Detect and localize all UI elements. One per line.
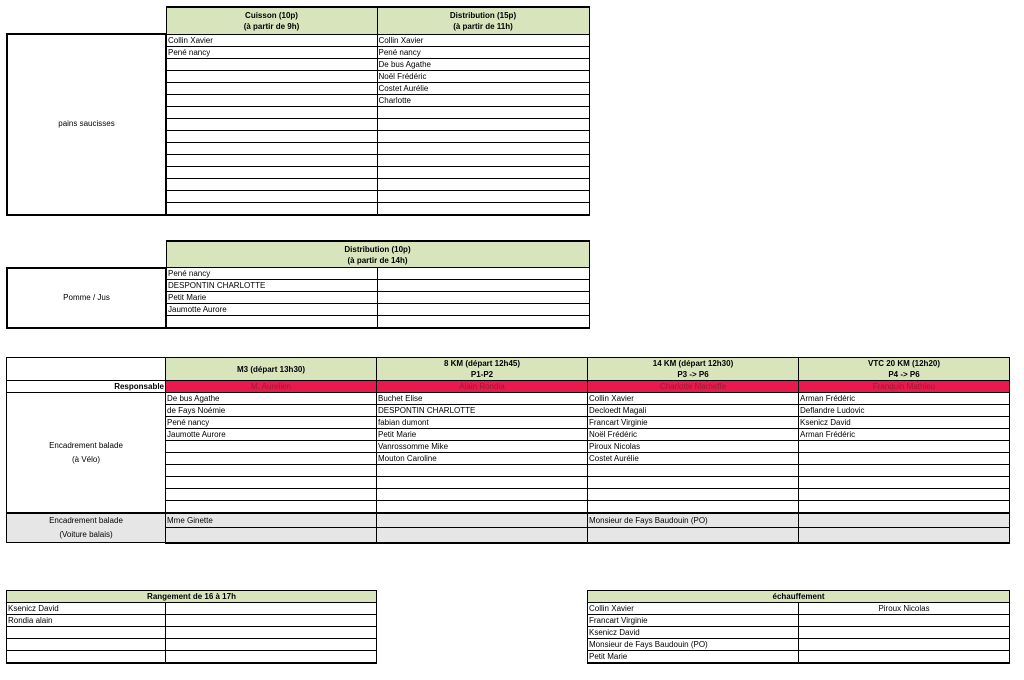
table-row (7, 639, 377, 651)
rangement-cell: Ksenicz David (7, 603, 166, 615)
voiture-cell: Mme Ginette (166, 513, 377, 528)
cuisson-cell (166, 118, 377, 130)
header-m3 (166, 358, 377, 381)
responsable-label: Responsable (7, 381, 166, 393)
responsable-m3: M. Aurelien (166, 381, 377, 393)
rangement-cell (166, 651, 377, 664)
table-row (7, 34, 589, 46)
pomme-label: Pomme / Jus (7, 268, 166, 329)
cuisson-header-line1: Cuisson (10p) (245, 10, 298, 20)
distribution-header-line2: (à partir de 11h) (453, 21, 513, 31)
velo-cell: Ksenicz David (799, 417, 1010, 429)
saucisses-table (6, 6, 590, 216)
rangement-title: Rangement de 16 à 17h (7, 591, 377, 603)
velo-cell (799, 441, 1010, 453)
velo-cell (377, 477, 588, 489)
cuisson-cell (166, 190, 377, 202)
velo-cell: Collin Xavier (588, 393, 799, 405)
velo-cell: Noël Frédéric (588, 429, 799, 441)
velo-cell: fabian dumont (377, 417, 588, 429)
distribution-cell (377, 202, 589, 215)
balade-table (6, 357, 1010, 544)
pomme-table (6, 240, 590, 329)
saucisses-label: pains saucisses (7, 34, 166, 215)
cuisson-cell (166, 106, 377, 118)
voiture-cell (377, 513, 588, 528)
table-row (7, 615, 377, 627)
velo-cell (588, 477, 799, 489)
voiture-cell: Monsieur de Fays Baudouin (PO) (588, 513, 799, 528)
distribution-cell: Pené nancy (377, 46, 589, 58)
velo-cell (588, 465, 799, 477)
rangement-cell (7, 627, 166, 639)
cuisson-cell (166, 154, 377, 166)
rangement-cell (7, 651, 166, 664)
pomme-cell: DESPONTIN CHARLOTTE (166, 280, 377, 292)
rangement-cell (166, 603, 377, 615)
echauffement-cell: Petit Marie (588, 651, 799, 664)
distribution-cell (377, 118, 589, 130)
cuisson-cell: Pené nancy (166, 46, 377, 58)
velo-cell: Deflandre Ludovic (799, 405, 1010, 417)
velo-cell (799, 501, 1010, 514)
echauffement-cell: Collin Xavier (588, 603, 799, 615)
echauffement-cell: Francart Virginie (588, 615, 799, 627)
echauffement-cell (799, 615, 1010, 627)
cuisson-cell (166, 94, 377, 106)
pomme-cell (377, 304, 589, 316)
velo-cell (166, 453, 377, 465)
table-row (7, 393, 1010, 405)
distribution-cell: Charlotte (377, 94, 589, 106)
velo-cell: Petit Marie (377, 429, 588, 441)
responsable-vtc: Franquin Mathieu (799, 381, 1010, 393)
voiture-cell (166, 528, 377, 543)
velo-label (7, 393, 166, 514)
voiture-label-line2: (Voiture balais) (59, 530, 113, 539)
echauffement-cell (799, 627, 1010, 639)
velo-cell: Arman Frédéric (799, 393, 1010, 405)
responsable-14km: Charlotte Marneffe (588, 381, 799, 393)
velo-cell (799, 477, 1010, 489)
empty-corner (7, 7, 166, 34)
voiture-label-line1: Encadrement balade (49, 516, 123, 525)
velo-label-line2: (à Vélo) (71, 454, 100, 464)
header-m3-line1: M3 (départ 13h30) (236, 364, 306, 374)
velo-cell: Mouton Caroline (377, 453, 588, 465)
distribution-header (377, 7, 589, 34)
distribution-cell (377, 106, 589, 118)
header-vtc-line1: VTC 20 KM (12h20) (867, 359, 941, 368)
table-row (7, 627, 377, 639)
cuisson-cell (166, 82, 377, 94)
velo-cell: Decloedt Magali (588, 405, 799, 417)
pomme-cell (166, 316, 377, 329)
velo-cell (166, 501, 377, 514)
rangement-table (6, 590, 377, 664)
velo-cell: Pené nancy (166, 417, 377, 429)
velo-cell (166, 489, 377, 501)
velo-cell: De bus Agathe (166, 393, 377, 405)
voiture-cell (588, 528, 799, 543)
cuisson-cell (166, 178, 377, 190)
header-vtc-line2: P4 -> P6 (888, 370, 920, 379)
header-14km-line1: 14 KM (départ 12h30) (652, 359, 734, 368)
pomme-cell (377, 292, 589, 304)
echauffement-title: échauffement (588, 591, 1010, 603)
pomme-cell (377, 316, 589, 329)
velo-cell (166, 477, 377, 489)
responsable-8km: Alain Rondia (377, 381, 588, 393)
header-8km-line1: 8 KM (départ 12h45) (443, 359, 521, 368)
cuisson-cell (166, 130, 377, 142)
header-vtc (799, 358, 1010, 381)
distribution-cell: Noël Frédéric (377, 70, 589, 82)
pomme-header-line1: Distribution (10p) (344, 244, 411, 254)
velo-cell: DESPONTIN CHARLOTTE (377, 405, 588, 417)
velo-cell: Francart Virginie (588, 417, 799, 429)
cuisson-cell (166, 202, 377, 215)
velo-cell: Arman Frédéric (799, 429, 1010, 441)
distribution-cell (377, 130, 589, 142)
distribution-cell: Costet Aurélie (377, 82, 589, 94)
velo-cell (799, 453, 1010, 465)
voiture-label (7, 513, 166, 543)
table-row (7, 651, 377, 664)
distribution-header-line1: Distribution (15p) (449, 10, 517, 20)
table-row (7, 603, 377, 615)
table-row (588, 603, 1010, 615)
cuisson-header-line2: (à partir de 9h) (243, 21, 300, 31)
cuisson-cell (166, 142, 377, 154)
velo-cell (799, 465, 1010, 477)
pomme-cell: Petit Marie (166, 292, 377, 304)
voiture-cell (799, 513, 1010, 528)
velo-cell: Vanrossomme Mike (377, 441, 588, 453)
velo-cell (799, 489, 1010, 501)
header-14km (588, 358, 799, 381)
cuisson-cell (166, 58, 377, 70)
pomme-cell: Pené nancy (166, 268, 377, 280)
pomme-cell (377, 280, 589, 292)
rangement-cell: Rondia alain (7, 615, 166, 627)
rangement-cell (166, 639, 377, 651)
distribution-cell (377, 142, 589, 154)
pomme-header-line2: (à partir de 14h) (347, 255, 408, 265)
velo-cell: Buchet Elise (377, 393, 588, 405)
velo-cell: Piroux Nicolas (588, 441, 799, 453)
velo-cell (377, 465, 588, 477)
voiture-cell (377, 528, 588, 543)
empty-corner (7, 241, 166, 268)
cuisson-header (166, 7, 377, 34)
echauffement-cell: Ksenicz David (588, 627, 799, 639)
table-row (588, 615, 1010, 627)
velo-cell (377, 489, 588, 501)
distribution-cell (377, 190, 589, 202)
cuisson-cell: Collin Xavier (166, 34, 377, 46)
table-row (588, 639, 1010, 651)
header-14km-line2: P3 -> P6 (677, 370, 709, 379)
rangement-cell (7, 639, 166, 651)
velo-cell: Jaumotte Aurore (166, 429, 377, 441)
voiture-cell (799, 528, 1010, 543)
cuisson-cell (166, 70, 377, 82)
distribution-cell (377, 178, 589, 190)
pomme-cell (377, 268, 589, 280)
pomme-distribution-header (166, 241, 589, 268)
table-row (7, 268, 589, 280)
velo-cell (377, 501, 588, 514)
velo-cell (588, 501, 799, 514)
cuisson-cell (166, 166, 377, 178)
velo-cell: de Fays Noémie (166, 405, 377, 417)
table-row (588, 651, 1010, 664)
velo-cell (166, 441, 377, 453)
echauffement-cell: Piroux Nicolas (799, 603, 1010, 615)
echauffement-cell (799, 651, 1010, 664)
empty-corner (7, 358, 166, 381)
rangement-cell (166, 615, 377, 627)
velo-cell (166, 465, 377, 477)
echauffement-cell (799, 639, 1010, 651)
header-8km (377, 358, 588, 381)
velo-cell (588, 489, 799, 501)
header-8km-line2: P1-P2 (470, 370, 494, 379)
rangement-cell (166, 627, 377, 639)
velo-cell: Costet Aurélie (588, 453, 799, 465)
table-row (588, 627, 1010, 639)
distribution-cell (377, 154, 589, 166)
distribution-cell: Collin Xavier (377, 34, 589, 46)
pomme-cell: Jaumotte Aurore (166, 304, 377, 316)
distribution-cell (377, 166, 589, 178)
velo-label-line1: Encadrement balade (49, 440, 123, 450)
echauffement-cell: Monsieur de Fays Baudouin (PO) (588, 639, 799, 651)
distribution-cell: De bus Agathe (377, 58, 589, 70)
table-row (7, 513, 1010, 528)
echauffement-table (587, 590, 1010, 664)
